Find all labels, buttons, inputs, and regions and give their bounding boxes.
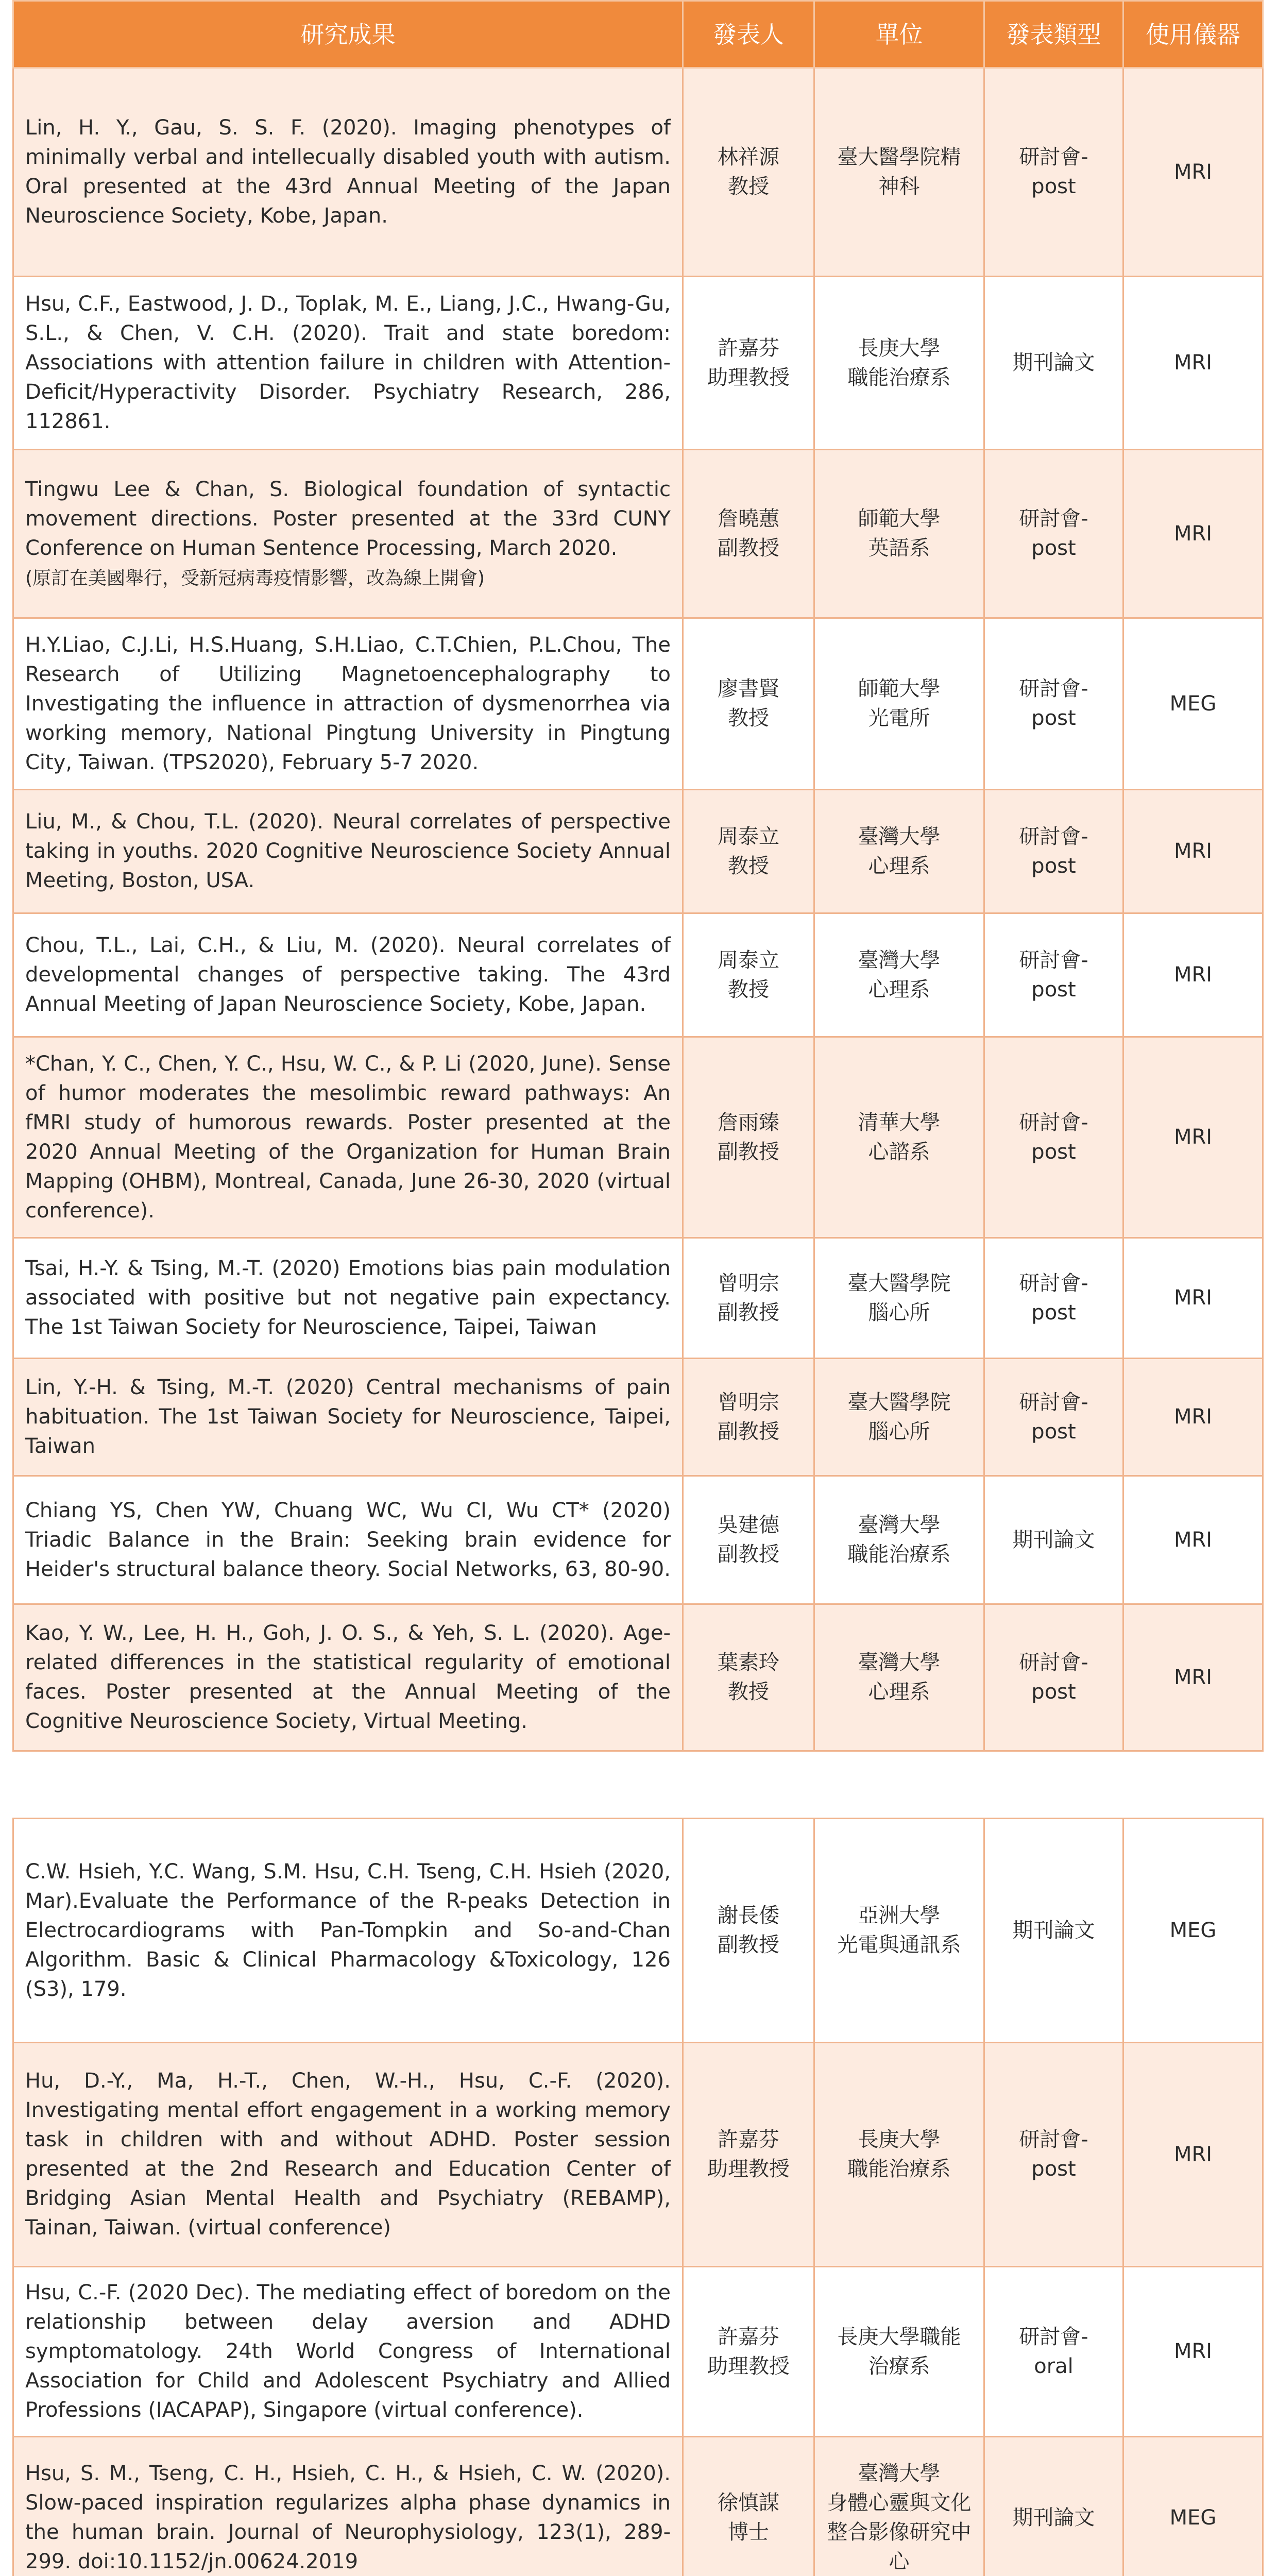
- presenter-title: 助理教授: [707, 2354, 790, 2378]
- citation-cell: Lin, Y.-H. & Tsing, M.-T. (2020) Central mechanisms of pain habituation. The 1st Taiwan Society for Neuroscience, Taipei, Taiwan: [13, 1359, 683, 1476]
- unit-cell: [814, 2437, 984, 2576]
- presenter-cell: [683, 1819, 814, 2043]
- presenter-name: 許嘉芬: [718, 336, 779, 360]
- header-unit: 單位: [814, 1, 984, 68]
- type-line-2: post: [1031, 854, 1076, 878]
- presenter-title: 教授: [728, 175, 769, 198]
- type-cell: [984, 1238, 1123, 1359]
- type-line-2: post: [1031, 1419, 1076, 1444]
- presenter-cell: [683, 450, 814, 618]
- table-row: [13, 1359, 1263, 1476]
- type-line-1: 研討會-: [1019, 2128, 1088, 2151]
- type-line-2: post: [1031, 536, 1076, 560]
- unit-line-1: 師範大學: [858, 507, 941, 531]
- unit-line-2: 光電與通訊系: [837, 1933, 961, 1957]
- unit-cell: [814, 1359, 984, 1476]
- type-line-1: 期刊論文: [1012, 2505, 1095, 2530]
- unit-line-1: 臺大醫學院: [847, 1271, 951, 1295]
- unit-line-2: 光電所: [868, 706, 930, 730]
- type-cell: [984, 2437, 1123, 2576]
- presenter-name: 許嘉芬: [718, 2325, 779, 2349]
- unit-cell: [814, 618, 984, 790]
- table-row: [13, 68, 1263, 277]
- presenter-name: 謝長倭: [718, 1904, 779, 1927]
- presenter-cell: [683, 2267, 814, 2437]
- unit-cell: [814, 277, 984, 450]
- table-row: [13, 913, 1263, 1037]
- type-cell: [984, 790, 1123, 913]
- table-row: [13, 790, 1263, 913]
- presenter-name: 葉素玲: [718, 1651, 779, 1674]
- instrument-cell: MRI: [1123, 1476, 1263, 1604]
- type-cell: [984, 1604, 1123, 1751]
- instrument-cell: MRI: [1123, 1238, 1263, 1359]
- header-achievement: 研究成果: [13, 1, 683, 68]
- citation-cell: Chou, T.L., Lai, C.H., & Liu, M. (2020). Neural correlates of developmental changes of perspective taking. The 43rd Annual Meeting of Japan Neuroscience Society, Kobe, Japan.: [13, 913, 683, 1037]
- unit-line-2: 職能治療系: [847, 1543, 951, 1566]
- unit-line-1: 臺灣大學: [858, 1513, 941, 1537]
- citation-cell: Hsu, S. M., Tseng, C. H., Hsieh, C. H., & Hsieh, C. W. (2020). Slow-paced inspiration regularizes alpha phase dynamics in the human brain. Journal of Neurophysiology, 123(1), 289-299. doi:10.1152/jn.00624.2019: [13, 2437, 683, 2576]
- table-row: [13, 1819, 1263, 2043]
- unit-line-2: 心理系: [868, 854, 930, 878]
- type-line-2: oral: [1034, 2354, 1073, 2378]
- presenter-title: 副教授: [718, 536, 779, 560]
- type-line-2: post: [1031, 1680, 1076, 1704]
- type-line-2: post: [1031, 1140, 1076, 1164]
- instrument-cell: MRI: [1123, 68, 1263, 277]
- table-row: [13, 2267, 1263, 2437]
- research-achievements-table: [12, 0, 1264, 1752]
- type-line-1: 期刊論文: [1012, 1918, 1095, 1942]
- type-line-2: post: [1031, 175, 1076, 198]
- presenter-name: 徐慎謀: [718, 2491, 779, 2515]
- table-row: [13, 2437, 1263, 2576]
- unit-line-1: 臺灣大學: [858, 1651, 941, 1674]
- table-row: [13, 277, 1263, 450]
- type-line-1: 研討會-: [1019, 1110, 1088, 1134]
- citation-note: (原訂在美國舉行，受新冠病毒疫情影響，改為線上開會): [25, 567, 485, 589]
- citation-cell: Hsu, C.F., Eastwood, J. D., Toplak, M. E., Liang, J.C., Hwang-Gu, S.L., & Chen, V. C.H. (2020). Trait and state boredom: Associations with attention failure in children with Attention-Deficit/Hyperactivity Disorder. Psychiatry Research, 286, 112861.: [13, 277, 683, 450]
- unit-line-2: 職能治療系: [847, 365, 951, 389]
- type-cell: [984, 1359, 1123, 1476]
- citation-cell: Kao, Y. W., Lee, H. H., Goh, J. O. S., & Yeh, S. L. (2020). Age-related differences in the statistical regularity of emotional faces. Poster presented at the Annual Meeting of the Cognitive Neuroscience Society, Virtual Meeting.: [13, 1604, 683, 1751]
- unit-cell: [814, 450, 984, 618]
- type-cell: [984, 2043, 1123, 2267]
- unit-line-2: 腦心所: [868, 1419, 930, 1444]
- citation-cell: Hsu, C.-F. (2020 Dec). The mediating effect of boredom on the relationship between delay aversion and ADHD symptomatology. 24th World Congress of International Association for Child and Adolescent Psychiatry and Allied Professions (IACAPAP), Singapore (virtual conference).: [13, 2267, 683, 2437]
- citation-text: Tingwu Lee & Chan, S. Biological foundation of syntactic movement directions. Poster presented at the 33rd CUNY Conference on Human Sentence Processing, March 2020.: [25, 477, 671, 560]
- presenter-title: 副教授: [718, 1543, 779, 1566]
- unit-line-1: 長庚大學職能: [837, 2325, 961, 2349]
- type-line-2: post: [1031, 977, 1076, 1002]
- unit-line-1: 臺大醫學院: [847, 1390, 951, 1414]
- table-row: [13, 1238, 1263, 1359]
- unit-line-2: 心理系: [868, 977, 930, 1002]
- type-line-1: 研討會-: [1019, 1651, 1088, 1674]
- presenter-name: 曾明宗: [718, 1390, 779, 1414]
- instrument-cell: MRI: [1123, 913, 1263, 1037]
- type-cell: [984, 913, 1123, 1037]
- header-presenter: 發表人: [683, 1, 814, 68]
- type-line-1: 研討會-: [1019, 1271, 1088, 1295]
- unit-line-2: 腦心所: [868, 1300, 930, 1325]
- instrument-cell: MRI: [1123, 277, 1263, 450]
- type-line-1: 研討會-: [1019, 677, 1088, 701]
- type-line-1: 研討會-: [1019, 1390, 1088, 1414]
- citation-cell: C.W. Hsieh, Y.C. Wang, S.M. Hsu, C.H. Tseng, C.H. Hsieh (2020, Mar).Evaluate the Performance of the R-peaks Detection in Electrocardiograms with Pan-Tompkin and So-and-Chan Algorithm. Basic & Clinical Pharmacology &Toxicology, 126 (S3), 179.: [13, 1819, 683, 2043]
- presenter-cell: [683, 277, 814, 450]
- instrument-cell: MRI: [1123, 1359, 1263, 1476]
- type-line-1: 研討會-: [1019, 145, 1088, 169]
- unit-line-1: 臺大醫學院精: [837, 145, 961, 169]
- header-instrument: 使用儀器: [1123, 1, 1263, 68]
- presenter-cell: [683, 2437, 814, 2576]
- type-cell: [984, 2267, 1123, 2437]
- presenter-name: 周泰立: [718, 824, 779, 849]
- presenter-title: 副教授: [718, 1300, 779, 1325]
- instrument-cell: MRI: [1123, 2267, 1263, 2437]
- type-cell: [984, 277, 1123, 450]
- unit-cell: [814, 1604, 984, 1751]
- citation-cell: Lin, H. Y., Gau, S. S. F. (2020). Imaging phenotypes of minimally verbal and intellecually disabled youth with autism. Oral presented at the 43rd Annual Meeting of the Japan Neuroscience Society, Kobe, Japan.: [13, 68, 683, 277]
- unit-cell: [814, 2043, 984, 2267]
- table-row: [13, 1476, 1263, 1604]
- instrument-cell: MEG: [1123, 1819, 1263, 2043]
- presenter-title: 教授: [728, 706, 769, 730]
- table-row: [13, 2043, 1263, 2267]
- unit-line-2: 職能治療系: [847, 2157, 951, 2181]
- instrument-cell: MRI: [1123, 790, 1263, 913]
- table-row: [13, 1604, 1263, 1751]
- presenter-title: 副教授: [718, 1140, 779, 1164]
- unit-cell: [814, 1476, 984, 1604]
- presenter-name: 曾明宗: [718, 1271, 779, 1295]
- presenter-title: 助理教授: [707, 2157, 790, 2181]
- instrument-cell: MRI: [1123, 1037, 1263, 1238]
- instrument-cell: MRI: [1123, 1604, 1263, 1751]
- presenter-title: 教授: [728, 977, 769, 1002]
- type-cell: [984, 618, 1123, 790]
- table-row: [13, 450, 1263, 618]
- type-cell: [984, 1476, 1123, 1604]
- type-line-1: 研討會-: [1019, 948, 1088, 972]
- unit-cell: [814, 913, 984, 1037]
- type-line-2: post: [1031, 2157, 1076, 2181]
- presenter-title: 助理教授: [707, 365, 790, 389]
- presenter-title: 教授: [728, 854, 769, 878]
- unit-line-1: 臺灣大學: [858, 824, 941, 849]
- citation-cell: Tsai, H.-Y. & Tsing, M.-T. (2020) Emotions bias pain modulation associated with positive but not negative pain expectancy. The 1st Taiwan Society for Neuroscience, Taipei, Taiwan: [13, 1238, 683, 1359]
- unit-line-2: 心諮系: [868, 1140, 930, 1164]
- instrument-cell: MEG: [1123, 618, 1263, 790]
- citation-cell: Chiang YS, Chen YW, Chuang WC, Wu CI, Wu CT* (2020) Triadic Balance in the Brain: Seeking brain evidence for Heider's structural balance theory. Social Networks, 63, 80-90.: [13, 1476, 683, 1604]
- type-line-2: post: [1031, 706, 1076, 730]
- unit-cell: [814, 1238, 984, 1359]
- unit-cell: [814, 1819, 984, 2043]
- unit-line-1: 師範大學: [858, 677, 941, 701]
- research-achievements-table-continued: [12, 1818, 1264, 2576]
- unit-line-2: 神科: [878, 175, 920, 198]
- presenter-cell: [683, 2043, 814, 2267]
- unit-cell: [814, 790, 984, 913]
- presenter-cell: [683, 1359, 814, 1476]
- unit-line-1: 清華大學: [858, 1110, 941, 1134]
- presenter-title: 博士: [728, 2520, 769, 2544]
- unit-line-2: 英語系: [868, 536, 930, 560]
- presenter-name: 吳建德: [718, 1513, 779, 1537]
- citation-cell: *Chan, Y. C., Chen, Y. C., Hsu, W. C., & P. Li (2020, June). Sense of humor moderates the mesolimbic reward pathways: An fMRI study of humorous rewards. Poster presented at the 2020 Annual Meeting of the Organization for Human Brain Mapping (OHBM), Montreal, Canada, June 26-30, 2020 (virtual conference).: [13, 1037, 683, 1238]
- type-line-1: 期刊論文: [1012, 1528, 1095, 1552]
- presenter-cell: [683, 913, 814, 1037]
- instrument-cell: MEG: [1123, 2437, 1263, 2576]
- presenter-cell: [683, 68, 814, 277]
- type-line-1: 研討會-: [1019, 824, 1088, 849]
- citation-cell: Hu, D.-Y., Ma, H.-T., Chen, W.-H., Hsu, C.-F. (2020). Investigating mental effort engagement in a working memory task in children with and without ADHD. Poster session presented at the 2nd Research and Education Center of Bridging Asian Mental Health and Psychiatry (REBAMP), Tainan, Taiwan. (virtual conference): [13, 2043, 683, 2267]
- unit-line-2: 心理系: [868, 1680, 930, 1704]
- unit-line-1: 長庚大學: [858, 2128, 941, 2151]
- presenter-title: 副教授: [718, 1419, 779, 1444]
- citation-cell: Liu, M., & Chou, T.L. (2020). Neural correlates of perspective taking in youths. 2020 Cognitive Neuroscience Society Annual Meeting, Boston, USA.: [13, 790, 683, 913]
- type-line-1: 研討會-: [1019, 507, 1088, 531]
- type-line-2: post: [1031, 1300, 1076, 1325]
- instrument-cell: MRI: [1123, 450, 1263, 618]
- presenter-cell: [683, 1604, 814, 1751]
- table-row: [13, 1037, 1263, 1238]
- presenter-title: 副教授: [718, 1933, 779, 1957]
- table-row: [13, 618, 1263, 790]
- type-cell: [984, 68, 1123, 277]
- unit-line-1: 長庚大學: [858, 336, 941, 360]
- presenter-title: 教授: [728, 1680, 769, 1704]
- presenter-cell: [683, 1476, 814, 1604]
- presenter-name: 詹曉蕙: [718, 507, 779, 531]
- type-cell: [984, 1819, 1123, 2043]
- presenter-cell: [683, 1238, 814, 1359]
- unit-cell: [814, 2267, 984, 2437]
- presenter-name: 林祥源: [718, 145, 779, 169]
- unit-line-1: 臺灣大學: [858, 948, 941, 972]
- unit-cell: [814, 1037, 984, 1238]
- presenter-name: 詹雨臻: [718, 1110, 779, 1134]
- type-line-1: 研討會-: [1019, 2325, 1088, 2349]
- presenter-name: 廖書賢: [718, 677, 779, 701]
- citation-cell: H.Y.Liao, C.J.Li, H.S.Huang, S.H.Liao, C.T.Chien, P.L.Chou, The Research of Utilizing Magnetoencephalography to Investigating the influence in attraction of dysmenorrhea via working memory, National Pingtung University in Pingtung City, Taiwan. (TPS2020), February 5-7 2020.: [13, 618, 683, 790]
- type-cell: [984, 1037, 1123, 1238]
- table-header-row: [13, 1, 1263, 68]
- type-line-1: 期刊論文: [1012, 351, 1095, 375]
- unit-cell: [814, 68, 984, 277]
- unit-line-2: 治療系: [868, 2354, 930, 2378]
- presenter-name: 周泰立: [718, 948, 779, 972]
- presenter-name: 許嘉芬: [718, 2128, 779, 2151]
- presenter-cell: [683, 618, 814, 790]
- unit-line-2: 身體心靈與文化整合影像研究中心: [827, 2491, 972, 2573]
- presenter-cell: [683, 790, 814, 913]
- type-cell: [984, 450, 1123, 618]
- unit-line-1: 臺灣大學: [858, 2462, 941, 2485]
- citation-cell: [13, 450, 683, 618]
- header-type: 發表類型: [984, 1, 1123, 68]
- unit-line-1: 亞洲大學: [858, 1904, 941, 1927]
- instrument-cell: MRI: [1123, 2043, 1263, 2267]
- presenter-cell: [683, 1037, 814, 1238]
